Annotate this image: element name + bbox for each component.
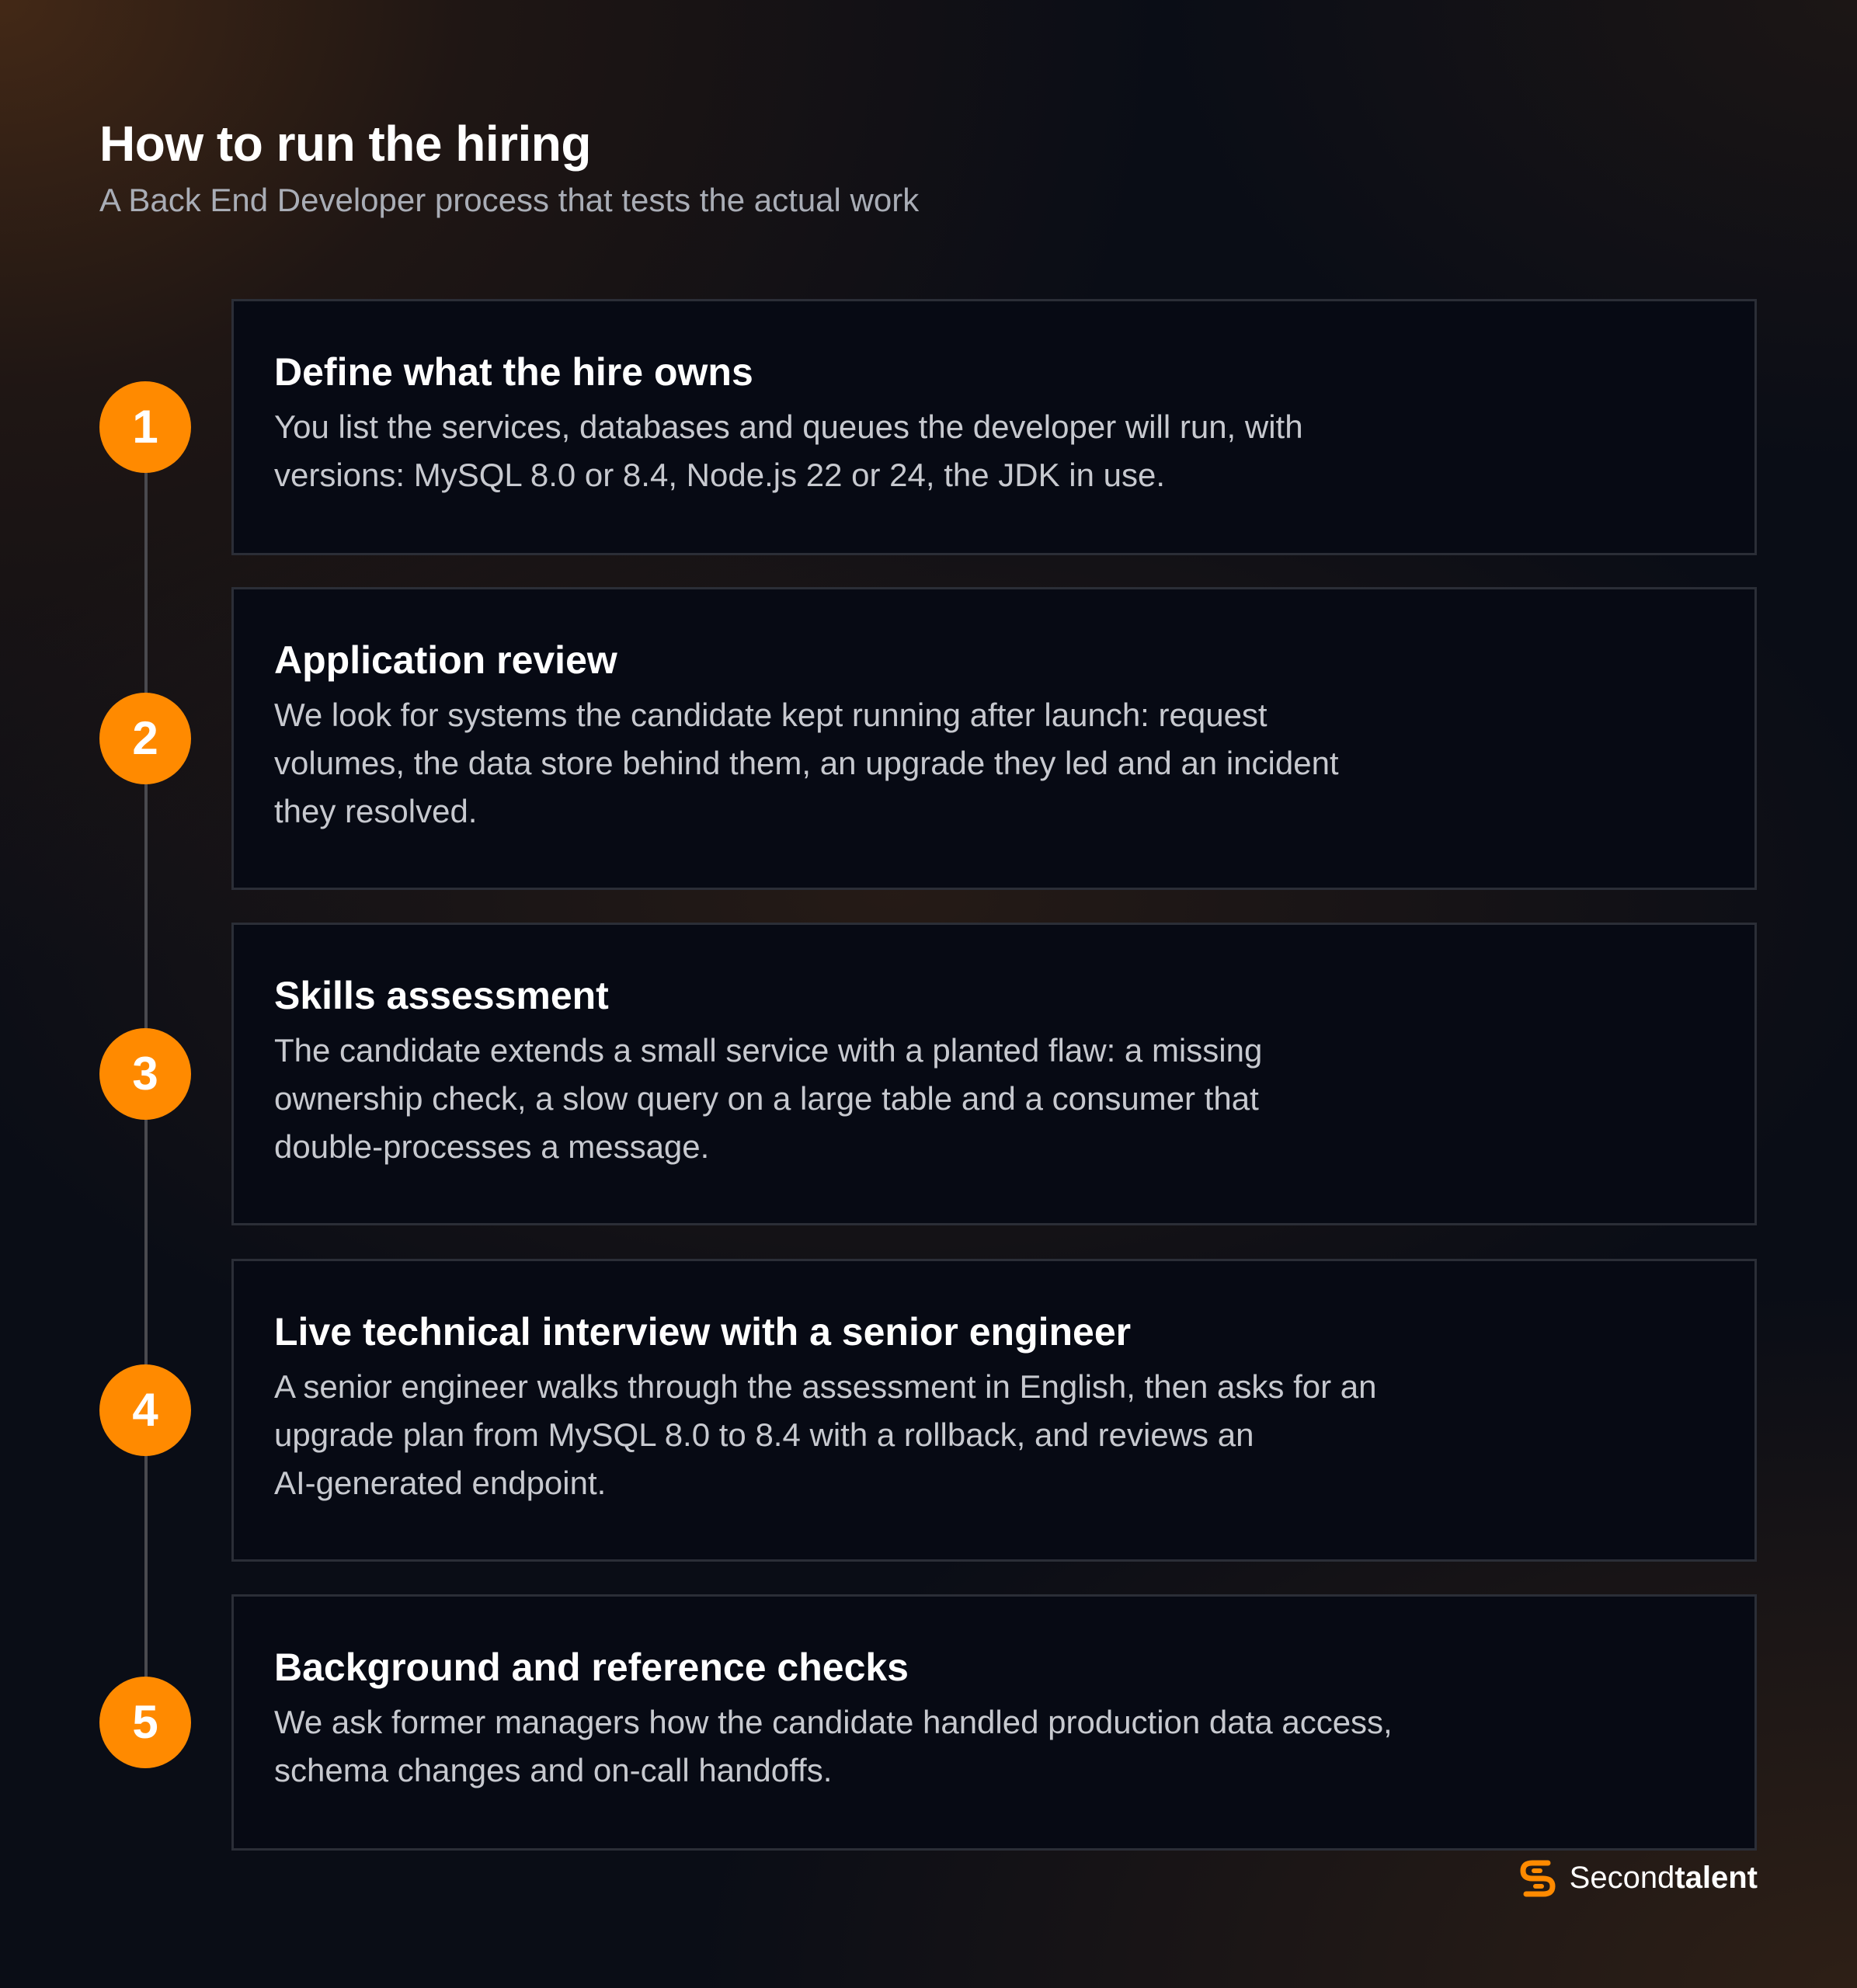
- step-description: [274, 403, 1594, 499]
- brand-name: [1570, 1856, 1758, 1899]
- step-description-line: versions: MySQL 8.0 or 8.4, Node.js 22 or 24, the JDK in use.: [274, 457, 1166, 493]
- step-number-badge: 3: [99, 1028, 191, 1120]
- step-card: [231, 923, 1757, 1225]
- step-number-badge: 4: [99, 1364, 191, 1456]
- step-number-badge: 5: [99, 1677, 191, 1768]
- secondtalent-logo-icon: [1517, 1857, 1559, 1899]
- step-description-line: AI-generated endpoint.: [274, 1465, 607, 1501]
- step-description-line: We ask former managers how the candidate handled production data access,: [274, 1704, 1393, 1740]
- step-card: [231, 1594, 1757, 1851]
- step-card: [231, 587, 1757, 890]
- step-description-line: volumes, the data store behind them, an upgrade they led and an incident: [274, 745, 1339, 781]
- step-description-line: You list the services, databases and queues the developer will run, with: [274, 408, 1303, 445]
- page-subtitle: A Back End Developer process that tests the actual work: [99, 182, 920, 218]
- header: [99, 109, 919, 222]
- step-title: Application review: [274, 638, 617, 682]
- step-description-line: double-processes a message.: [274, 1128, 710, 1165]
- brand: [1517, 1856, 1758, 1899]
- step-description-line: A senior engineer walks through the assessment in English, then asks for an: [274, 1368, 1377, 1405]
- step-description: [274, 1363, 1594, 1507]
- step-title: Live technical interview with a senior engineer: [274, 1310, 1132, 1354]
- step-description: [274, 691, 1594, 836]
- page-title: How to run the hiring: [99, 116, 591, 172]
- step-title: Define what the hire owns: [274, 350, 753, 394]
- step-description: [274, 1698, 1594, 1795]
- step-description-line: they resolved.: [274, 793, 478, 829]
- brand-name-bold: talent: [1674, 1861, 1758, 1895]
- step-description-line: The candidate extends a small service with a planted flaw: a missing: [274, 1032, 1263, 1069]
- step-title: Background and reference checks: [274, 1646, 909, 1689]
- step-card: [231, 299, 1757, 555]
- step-description-line: ownership check, a slow query on a large table and a consumer that: [274, 1080, 1259, 1117]
- step-number-badge: 1: [99, 381, 191, 473]
- step-description-line: upgrade plan from MySQL 8.0 to 8.4 with a rollback, and reviews an: [274, 1416, 1254, 1453]
- step-description-line: schema changes and on-call handoffs.: [274, 1752, 833, 1788]
- step-description-line: We look for systems the candidate kept running after launch: request: [274, 697, 1268, 733]
- step-title: Skills assessment: [274, 974, 609, 1017]
- brand-name-regular: Second: [1569, 1861, 1675, 1895]
- step-description: [274, 1027, 1594, 1171]
- step-number-badge: 2: [99, 693, 191, 784]
- step-card: [231, 1259, 1757, 1562]
